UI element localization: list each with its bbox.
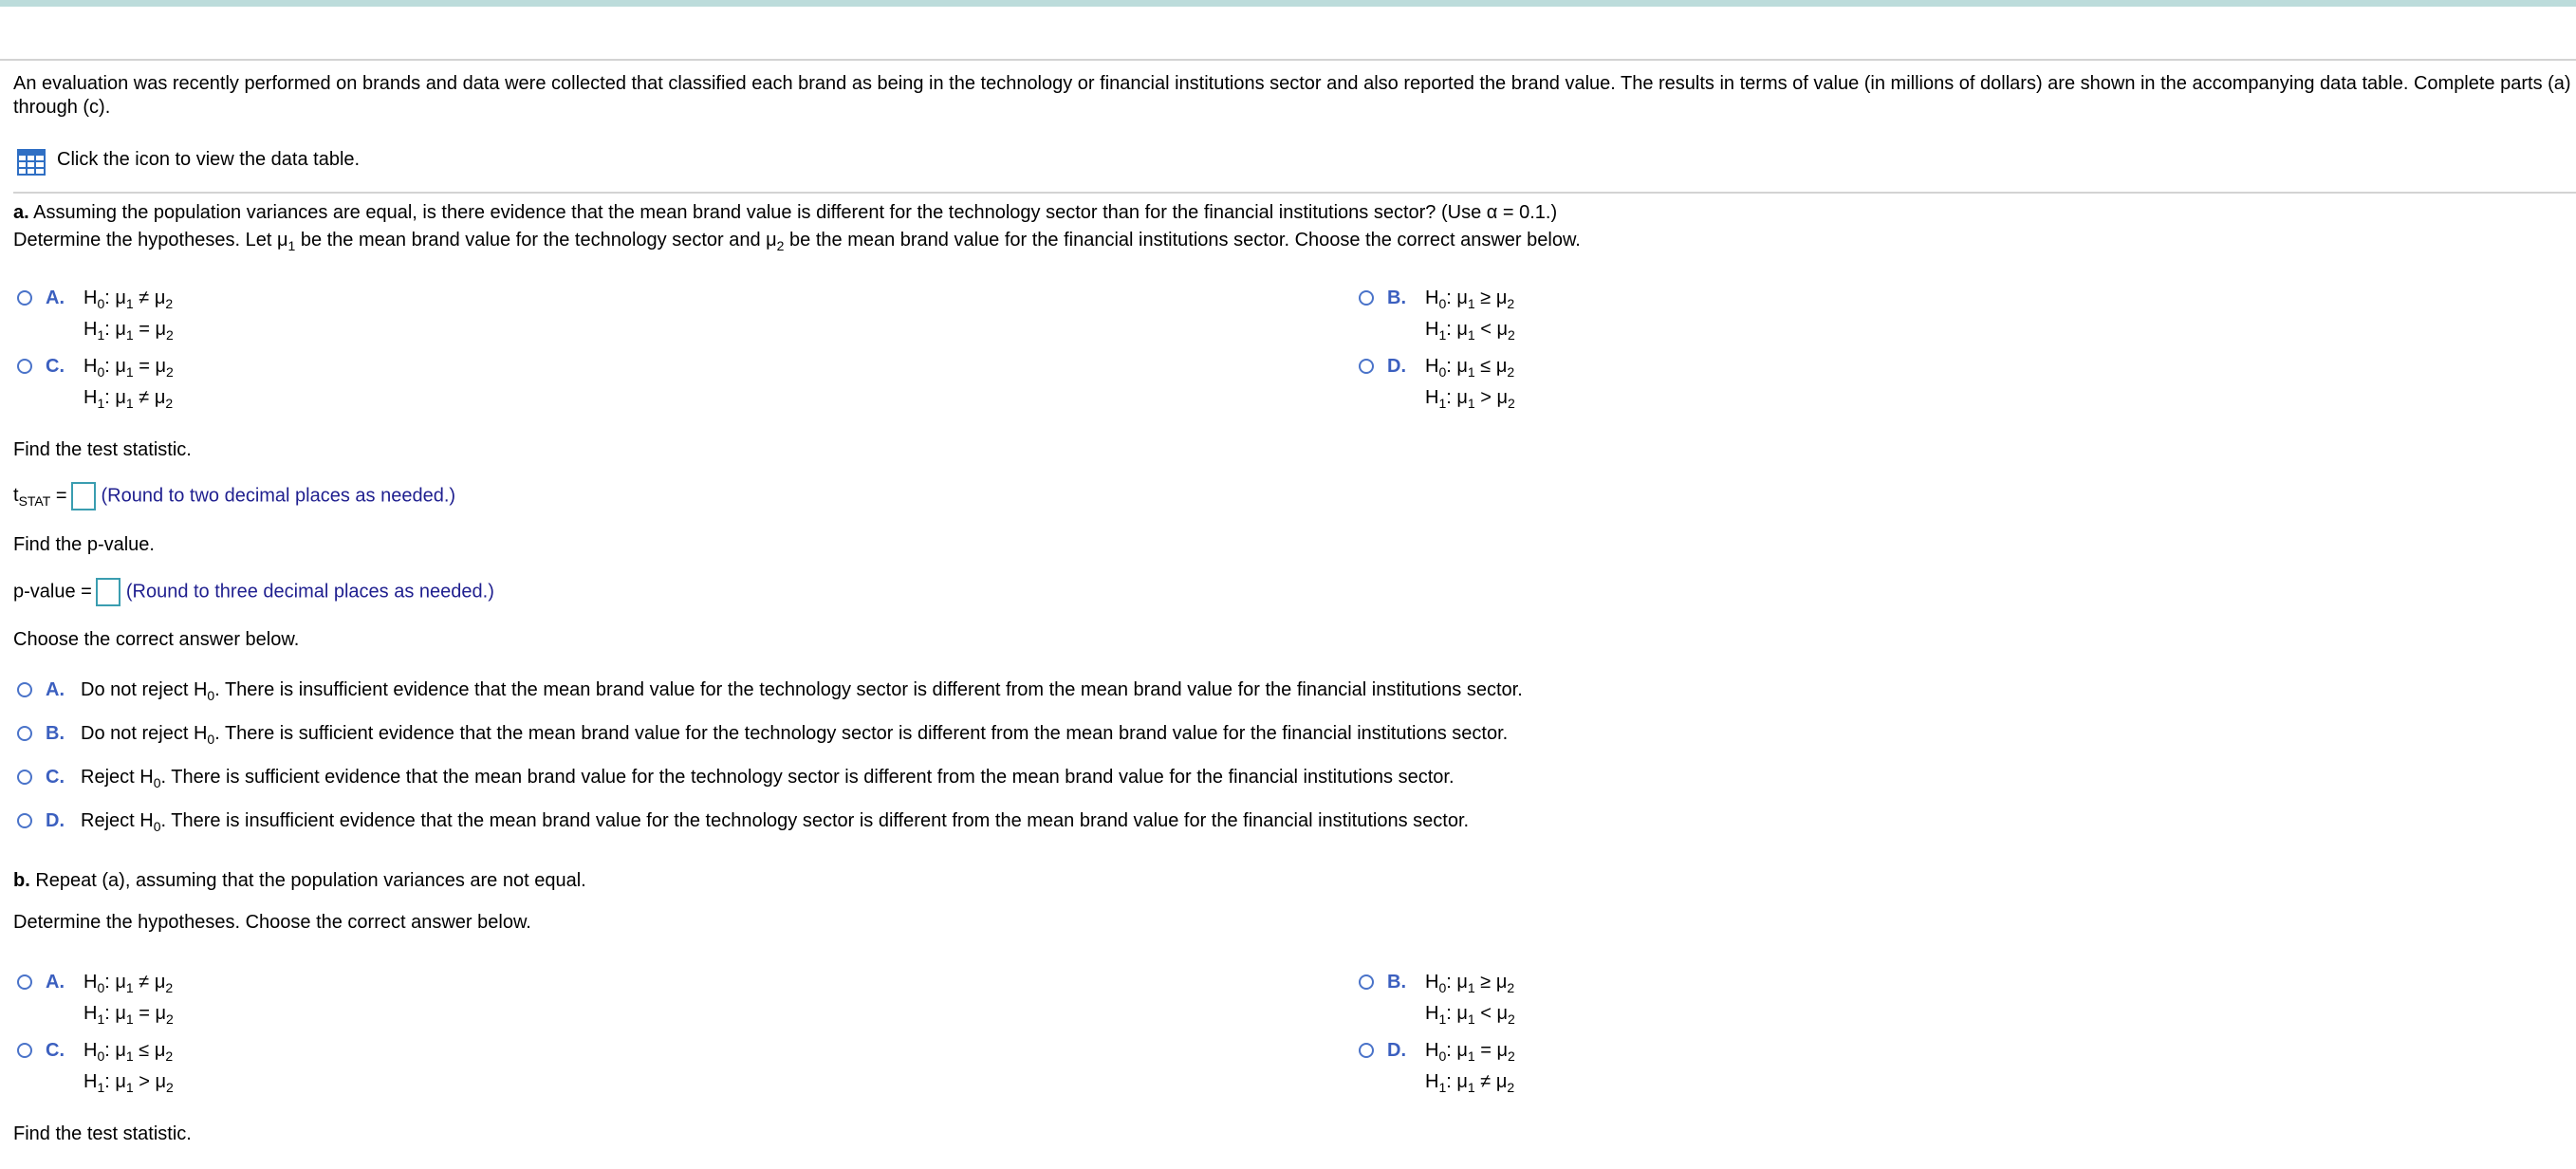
part-b-heading: b. Repeat (a), assuming that the population variances are not equal. <box>13 870 586 891</box>
radio-button[interactable] <box>17 359 32 374</box>
alternative-hypothesis: $H_1$: $\mu_1 < \mu_2$ <box>1425 1003 1515 1027</box>
top-accent-bar <box>0 0 2576 7</box>
part-a-hypotheses-prompt: Determine the hypotheses. Let $\mu_1$ be the mean brand value for the technology sector and $\mu_2$ be the mean brand value for the financial institutions sector. Choose the correct answer below. <box>13 230 1581 253</box>
conclusion-text: Reject $H_0$. There is sufficient evidence that the mean brand value for the technology sector is different from the mean brand value for the financial institutions sector. <box>81 767 1455 790</box>
conclusion-text: Reject $H_0$. There is insufficient evidence that the mean brand value for the technology sector is different from the mean brand value for the financial institutions sector. <box>81 810 1470 834</box>
option-letter: C. <box>46 1040 65 1061</box>
part-a-conclusion-prompt: Choose the correct answer below. <box>13 629 300 650</box>
section-divider <box>13 192 2576 194</box>
null-hypothesis: $H_0$: $\mu_1 \le \mu_2$ <box>1425 356 1515 380</box>
tstat-input[interactable] <box>71 482 96 510</box>
option-letter: B. <box>1387 972 1406 993</box>
null-hypothesis: $H_0$: $\mu_1 \ge \mu_2$ <box>1425 972 1515 995</box>
radio-button[interactable] <box>17 974 32 990</box>
table-icon[interactable] <box>17 149 46 176</box>
null-hypothesis: $H_0$: $\mu_1 \ne \mu_2$ <box>83 972 174 995</box>
tstat-hint: (Round to two decimal places as needed.) <box>101 485 456 507</box>
radio-button[interactable] <box>1359 974 1374 990</box>
part-a-test-stat-prompt: Find the test statistic. <box>13 439 192 460</box>
pvalue-label: p-value = <box>13 581 92 603</box>
alternative-hypothesis: $H_1$: $\mu_1 \ne \mu_2$ <box>83 387 174 411</box>
radio-button[interactable] <box>1359 359 1374 374</box>
null-hypothesis: $H_0$: $\mu_1 \ne \mu_2$ <box>83 288 174 311</box>
part-b-hypotheses-prompt: Determine the hypotheses. Choose the correct answer below. <box>13 912 531 933</box>
part-a-pvalue-prompt: Find the p-value. <box>13 534 155 555</box>
part-b-test-stat-prompt: Find the test statistic. <box>13 1123 192 1144</box>
option-letter: C. <box>46 356 65 377</box>
pvalue-hint: (Round to three decimal places as needed.) <box>125 581 494 603</box>
radio-button[interactable] <box>17 770 32 785</box>
option-letter: A. <box>46 679 65 700</box>
option-letter: C. <box>46 767 65 788</box>
question-intro: An evaluation was recently performed on brands and data were collected that classified each brand as being in the technology or financial institutions sector and also reported the brand value. The results in terms of value (in millions of dollars) are shown in the accompanying data table. Complete parts (a) through (c). <box>13 73 2571 118</box>
alternative-hypothesis: $H_1$: $\mu_1 = \mu_2$ <box>83 319 174 343</box>
option-letter: D. <box>46 810 65 831</box>
radio-button[interactable] <box>17 682 32 697</box>
radio-button[interactable] <box>17 290 32 306</box>
null-hypothesis: $H_0$: $\mu_1 = \mu_2$ <box>1425 1040 1515 1064</box>
tstat-label: $t_{STAT}$ <box>13 485 51 510</box>
null-hypothesis: $H_0$: $\mu_1 = \mu_2$ <box>83 356 174 380</box>
pvalue-row <box>13 578 494 606</box>
alternative-hypothesis: $H_1$: $\mu_1 > \mu_2$ <box>1425 387 1515 411</box>
null-hypothesis: $H_0$: $\mu_1 \ge \mu_2$ <box>1425 288 1515 311</box>
option-letter: B. <box>46 723 65 744</box>
conclusion-text: Do not reject $H_0$. There is insufficient evidence that the mean brand value for the technology sector is different from the mean brand value for the financial institutions sector. <box>81 679 1523 703</box>
alternative-hypothesis: $H_1$: $\mu_1 > \mu_2$ <box>83 1071 174 1095</box>
radio-button[interactable] <box>17 813 32 828</box>
pvalue-input[interactable] <box>96 578 120 606</box>
option-letter: B. <box>1387 288 1406 308</box>
option-letter: D. <box>1387 356 1406 377</box>
alternative-hypothesis: $H_1$: $\mu_1 = \mu_2$ <box>83 1003 174 1027</box>
view-data-table-link[interactable]: Click the icon to view the data table. <box>57 149 361 170</box>
option-letter: A. <box>46 972 65 993</box>
radio-button[interactable] <box>17 726 32 741</box>
header-divider <box>0 59 2576 61</box>
radio-button[interactable] <box>1359 1043 1374 1058</box>
alternative-hypothesis: $H_1$: $\mu_1 \ne \mu_2$ <box>1425 1071 1515 1095</box>
null-hypothesis: $H_0$: $\mu_1 \le \mu_2$ <box>83 1040 174 1064</box>
radio-button[interactable] <box>1359 290 1374 306</box>
conclusion-text: Do not reject $H_0$. There is sufficient evidence that the mean brand value for the technology sector is different from the mean brand value for the financial institutions sector. <box>81 723 1509 747</box>
tstat-row: $t_{STAT}$ = (Round to two decimal places as needed.) <box>13 482 455 510</box>
alternative-hypothesis: $H_1$: $\mu_1 < \mu_2$ <box>1425 319 1515 343</box>
option-letter: A. <box>46 288 65 308</box>
option-letter: D. <box>1387 1040 1406 1061</box>
radio-button[interactable] <box>17 1043 32 1058</box>
part-a-heading: a. Assuming the population variances are equal, is there evidence that the mean brand value is different for the technology sector than for the financial institutions sector? (Use α = 0.1.) <box>13 202 1558 223</box>
